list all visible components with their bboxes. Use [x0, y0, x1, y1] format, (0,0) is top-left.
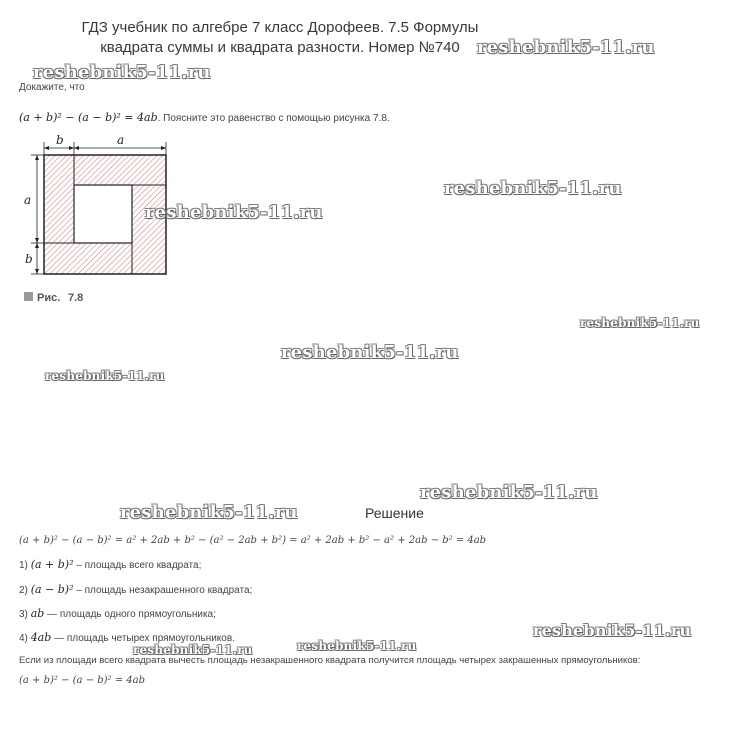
item-expr: 4ab [30, 631, 52, 644]
inner-square [74, 185, 132, 243]
watermark: reshebnik5-11.ru [281, 342, 459, 363]
item-number: 2) [19, 585, 28, 596]
arrow [35, 269, 39, 274]
watermark: reshebnik5-11.ru [33, 62, 211, 83]
watermark: reshebnik5-11.ru [297, 639, 417, 653]
arrow [69, 146, 74, 150]
arrow [35, 155, 39, 160]
watermark: reshebnik5-11.ru [420, 482, 598, 503]
figure-caption-number: 7.8 [68, 292, 84, 304]
solution-conclusion: Если из площади всего квадрата вычесть площадь незакрашенного квадрата получится площадь четырех закрашенных прямоугольников: [19, 655, 641, 666]
item-number: 4) [19, 633, 28, 644]
page-title-line2: квадрата суммы и квадрата разности. Номер №740 [100, 39, 460, 56]
figure-caption-word: Рис. [37, 292, 61, 304]
solution-item [19, 583, 252, 596]
watermark: reshebnik5-11.ru [45, 369, 165, 383]
arrow [161, 146, 166, 150]
solution-heading: Решение [365, 505, 424, 521]
task-explain: . Поясните это равенство с помощью рисунка 7.8. [157, 113, 390, 124]
item-expr: (a − b)² [30, 583, 74, 596]
solution-final: (a + b)² − (a − b)² = 4ab [19, 675, 146, 686]
task-formula: (a + b)² − (a − b)² = 4ab [19, 111, 158, 124]
watermark: reshebnik5-11.ru [145, 202, 323, 223]
caption-box [24, 292, 33, 301]
item-expr: ab [30, 607, 45, 620]
solution-item [19, 558, 201, 571]
label-a-top: a [117, 133, 125, 147]
arrow [35, 243, 39, 248]
item-text: – площадь незакрашенного квадрата; [73, 585, 253, 596]
solution-main: (a + b)² − (a − b)² = a² + 2ab + b² − (a² − 2ab + b²) = a² + 2ab + b² − a² + 2ab − b² = 4ab [19, 535, 487, 546]
watermark: reshebnik5-11.ru [133, 643, 253, 657]
item-text: – площадь всего квадрата; [73, 560, 202, 571]
arrow [44, 146, 49, 150]
page-title [0, 18, 560, 58]
item-expr: (a + b)² [30, 558, 74, 571]
watermark: reshebnik5-11.ru [580, 316, 700, 330]
watermark: reshebnik5-11.ru [120, 502, 298, 523]
label-b-top: b [56, 133, 64, 147]
item-number: 1) [19, 560, 28, 571]
item-number: 3) [19, 609, 28, 620]
item-text: — площадь одного прямоугольника; [44, 609, 216, 620]
watermark: reshebnik5-11.ru [477, 37, 655, 58]
task-intro: Докажите, что [19, 82, 85, 93]
page-title-line1: ГДЗ учебник по алгебре 7 класс Дорофеев. 7.5 Формулы [81, 19, 479, 36]
arrow [35, 238, 39, 243]
item-text: — площадь четырех прямоугольников. [51, 633, 235, 644]
watermark: reshebnik5-11.ru [444, 178, 622, 199]
label-b-left: b [25, 252, 33, 266]
watermark: reshebnik5-11.ru [533, 621, 692, 640]
label-a-left: a [24, 193, 32, 207]
solution-item [19, 607, 216, 620]
task-statement [19, 111, 390, 124]
arrow [74, 146, 79, 150]
